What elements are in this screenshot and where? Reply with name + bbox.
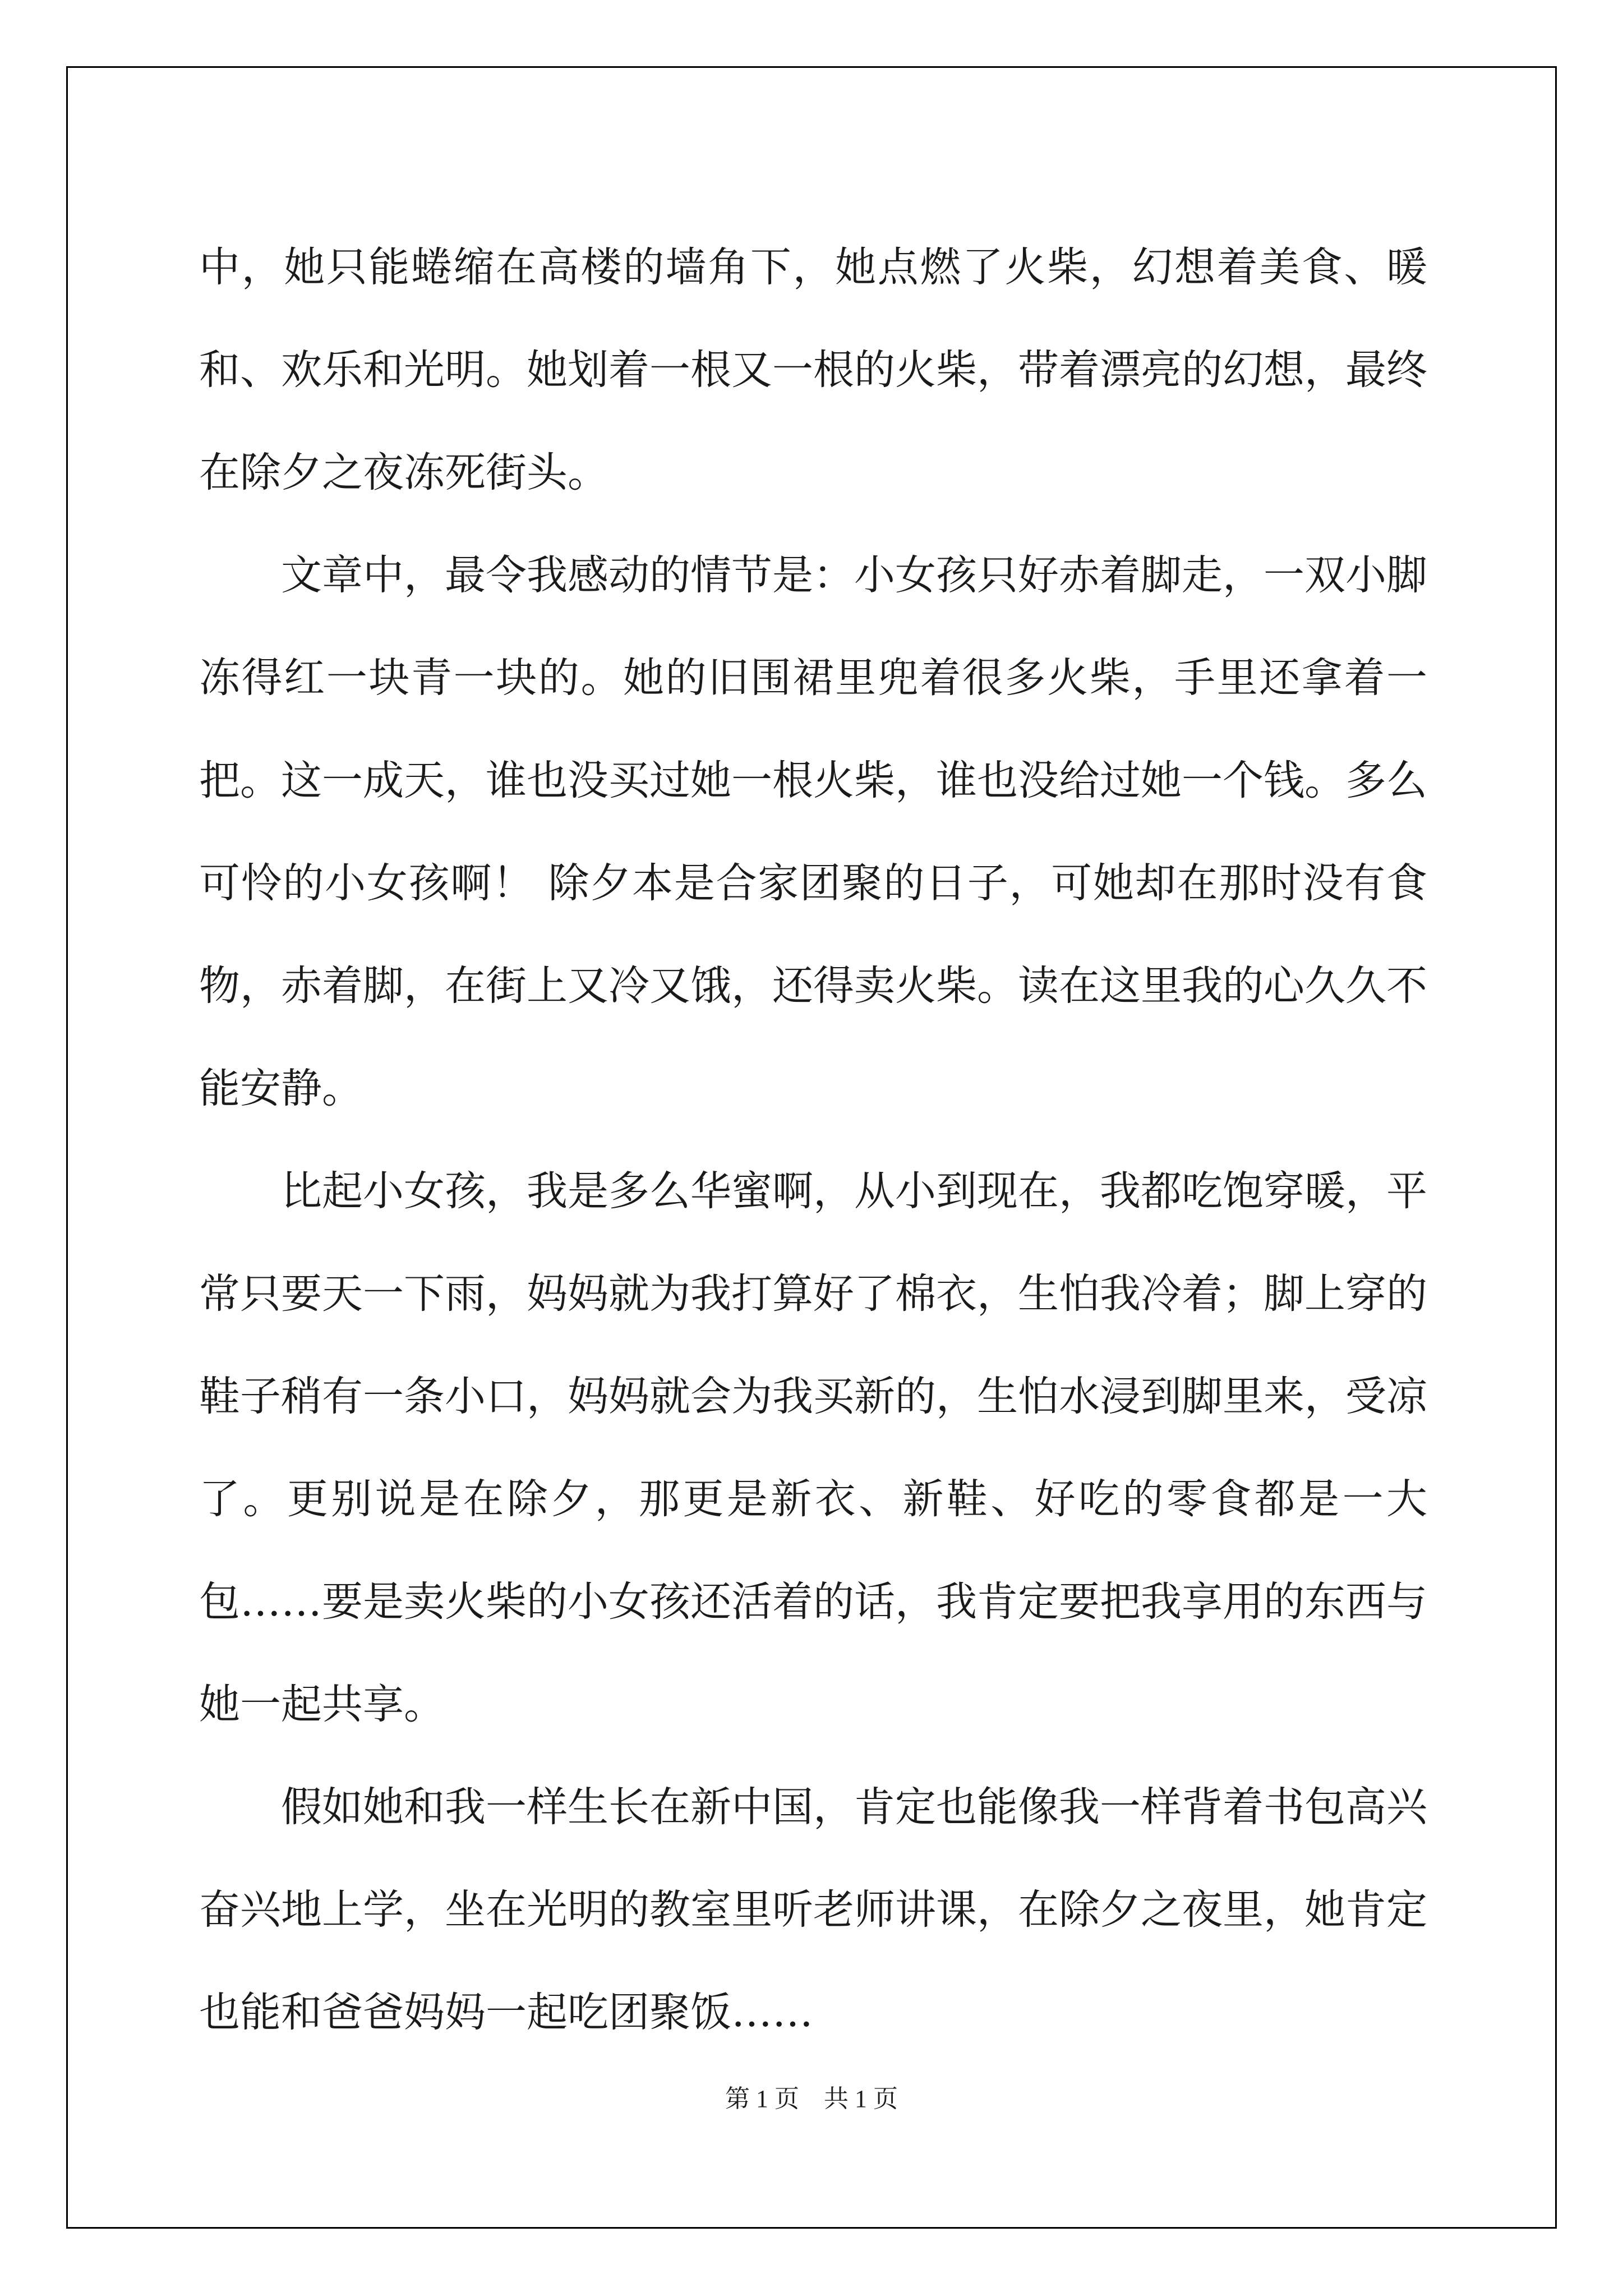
paragraph-4: 假如她和我一样生长在新中国，肯定也能像我一样背着书包高兴奋兴地上学，坐在光明的教室里听老师讲课，在除夕之夜里，她肯定也能和爸爸妈妈一起吃团聚饭…… — [199, 1783, 1427, 2036]
paragraph-2: 文章中，最令我感动的情节是：小女孩只好赤着脚走，一双小脚冻得红一块青一块的。她的旧围裙里兜着很多火柴，手里还拿着一把。这一成天，谁也没买过她一根火柴，谁也没给过她一个钱。多么可怜的小女孩啊！ 除夕本是合家团聚的日子，可她却在那时没有食物，赤着脚，在街上又冷又饿，还得卖火柴。读在这里我的心久久不能安静。 — [199, 551, 1427, 1112]
paragraph-3: 比起小女孩，我是多么华蜜啊，从小到现在，我都吃饱穿暖，平常只要天一下雨，妈妈就为我打算好了棉衣，生怕我冷着；脚上穿的鞋子稍有一条小口，妈妈就会为我买新的，生怕水浸到脚里来，受凉了。更别说是在除夕，那更是新衣、新鞋、好吃的零食都是一大包……要是卖火柴的小女孩还活着的话，我肯定要把我享用的东西与她一起共享。 — [199, 1167, 1427, 1728]
paragraph-1: 中，她只能蜷缩在高楼的墙角下，她点燃了火柴，幻想着美食、暖和、欢乐和光明。她划着一根又一根的火柴，带着漂亮的幻想，最终在除夕之夜冻死街头。 — [199, 243, 1427, 496]
page-number-footer: 第 1 页 共 1 页 — [725, 2085, 898, 2113]
document-body — [199, 216, 1427, 2064]
